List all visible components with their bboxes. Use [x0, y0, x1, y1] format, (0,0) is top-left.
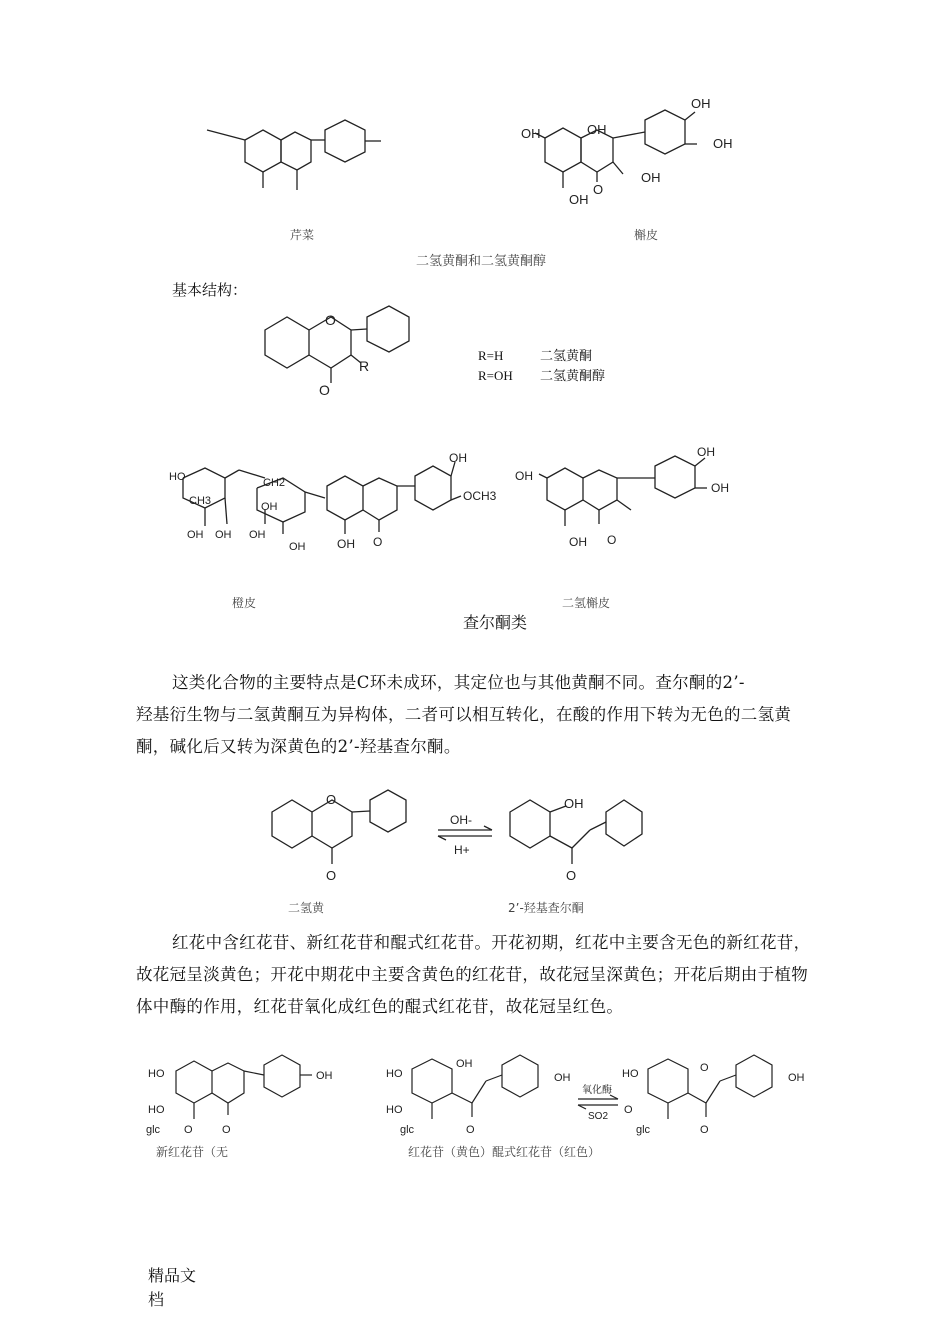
fig4-atom-label: O — [222, 1124, 231, 1136]
section-caption-dihydroflavone: 二氢黄酮和二氢黄酮醇 — [416, 254, 547, 269]
fig3-atom-label: O — [566, 868, 577, 883]
basic-atom-label: O — [319, 382, 330, 398]
arrow-label-top: 氧化酶 — [582, 1085, 612, 1096]
safflower-paragraph — [136, 927, 836, 1023]
fig4-atom-label: HO — [622, 1068, 639, 1080]
fig2-atom-label: OH — [515, 469, 533, 483]
fig1-atom-label: OH — [569, 192, 589, 207]
fig1-atom-label: OH — [713, 136, 733, 151]
fig2-atom-label: O — [373, 535, 383, 549]
fig2-atom-label: OH — [569, 535, 587, 549]
fig4-atom-label: OH — [316, 1070, 333, 1082]
footer-line: 精品文 — [148, 1266, 197, 1285]
legend-r: R=OH — [478, 368, 513, 383]
paragraph-line: 酮，碱化后又转为深黄色的2’-羟基查尔酮。 — [136, 737, 461, 756]
fig4-atom-label: glc — [146, 1124, 161, 1136]
fig3-atom-label: O — [326, 792, 337, 807]
paragraph-line: 红花中含红花苷、新红花苷和醌式红花苷。开花初期，红花中主要含无色的新红花苷， — [172, 933, 811, 952]
fig2-atom-label: OH — [697, 445, 715, 459]
paragraph-line: 这类化合物的主要特点是C环未成环，其定位也与其他黄酮不同。查尔酮的2’- — [172, 673, 745, 692]
fig1-atom-label: OH — [521, 126, 541, 141]
fig4-caption-right: 红花苷（黄色）醌式红花苷（红色） — [408, 1145, 601, 1159]
fig3-atom-label: O — [326, 868, 337, 883]
fig1-caption-right: 槲皮 — [634, 228, 659, 242]
fig2-atom-label: CH3 — [189, 495, 212, 507]
fig1-atom-label: O — [593, 182, 604, 197]
fig4-atom-label: HO — [148, 1104, 165, 1116]
fig2-atom-label: OCH3 — [463, 489, 497, 503]
fig4-atom-label: HO — [148, 1068, 165, 1080]
legend-r: R=H — [478, 348, 504, 363]
fig2-atom-label: OH — [215, 529, 232, 541]
fig2-atom-label: O — [607, 533, 617, 547]
fig4-atom-label: O — [466, 1124, 475, 1136]
fig4-atom-label: OH — [788, 1072, 805, 1084]
paragraph-line: 羟基衍生物与二氢黄酮互为异构体，二者可以相互转化，在酸的作用下转为无色的二氢黄 — [136, 705, 792, 724]
figure-flavone-structures — [195, 90, 755, 242]
legend-name: 二氢黄酮 — [540, 348, 593, 363]
fig3-caption-right: 2’-羟基查尔酮 — [508, 901, 584, 915]
figure-carthamin — [140, 1055, 830, 1159]
fig1-atom-label: OH — [587, 122, 607, 137]
fig4-atom-label: O — [184, 1124, 193, 1136]
fig2-caption-left: 橙皮 — [232, 596, 257, 610]
fig1-atom-label: OH — [641, 170, 661, 185]
legend-name: 二氢黄酮醇 — [540, 368, 606, 383]
fig2-atom-label: OH — [249, 529, 266, 541]
fig2-atom-label: OH — [449, 451, 467, 465]
legend-row — [478, 366, 605, 386]
fig4-atom-label: OH — [456, 1058, 473, 1070]
fig2-atom-label: CH2 — [263, 477, 286, 489]
paragraph-line: 体中酶的作用，红花苷氧化成红色的醌式红花苷，故花冠呈红色。 — [136, 997, 624, 1016]
fig3-caption-left: 二氢黄 — [288, 901, 325, 915]
fig2-atom-label: HO — [169, 471, 186, 483]
fig2-atom-label: OH — [289, 541, 306, 553]
basic-structure-heading: 基本结构： — [172, 281, 248, 299]
fig4-atom-label: glc — [636, 1124, 651, 1136]
fig1-caption-left: 芹菜 — [290, 228, 315, 242]
fig4-atom-label: OH — [554, 1072, 571, 1084]
basic-atom-label: O — [325, 312, 336, 328]
arrow-label-top: OH- — [450, 813, 472, 827]
footer-line: 档 — [148, 1290, 165, 1309]
paragraph-line: 故花冠呈淡黄色；开花中期花中主要含黄色的红花苷，故花冠呈深黄色；开花后期由于植物 — [136, 965, 808, 984]
basic-structure-diagram — [255, 305, 425, 400]
fig2-caption-right: 二氢槲皮 — [562, 596, 611, 610]
fig3-atom-label: OH — [564, 796, 584, 811]
fig4-atom-label: HO — [386, 1068, 403, 1080]
fig2-atom-label: OH — [261, 501, 278, 513]
figure-hesperidin-taxifolin — [165, 445, 755, 610]
fig4-atom-label: O — [624, 1104, 633, 1116]
chalcone-title: 查尔酮类 — [463, 613, 528, 632]
fig4-caption-left: 新红花苷（无 — [156, 1145, 229, 1159]
r-group-legend — [478, 346, 605, 386]
arrow-label-bottom: H+ — [454, 843, 470, 857]
fig4-atom-label: HO — [386, 1104, 403, 1116]
fig2-atom-label: OH — [187, 529, 204, 541]
arrow-label-bottom: SO2 — [588, 1111, 609, 1122]
fig4-atom-label: O — [700, 1062, 709, 1074]
fig4-atom-label: glc — [400, 1124, 415, 1136]
chalcone-paragraph — [136, 667, 826, 763]
figure-chalcone-equilibrium — [260, 790, 670, 905]
footer-watermark — [148, 1264, 196, 1312]
basic-atom-label: R — [359, 358, 370, 374]
fig1-atom-label: OH — [691, 96, 711, 111]
fig2-atom-label: OH — [711, 481, 729, 495]
fig2-atom-label: OH — [337, 537, 355, 551]
fig4-atom-label: O — [700, 1124, 709, 1136]
legend-row — [478, 346, 605, 366]
